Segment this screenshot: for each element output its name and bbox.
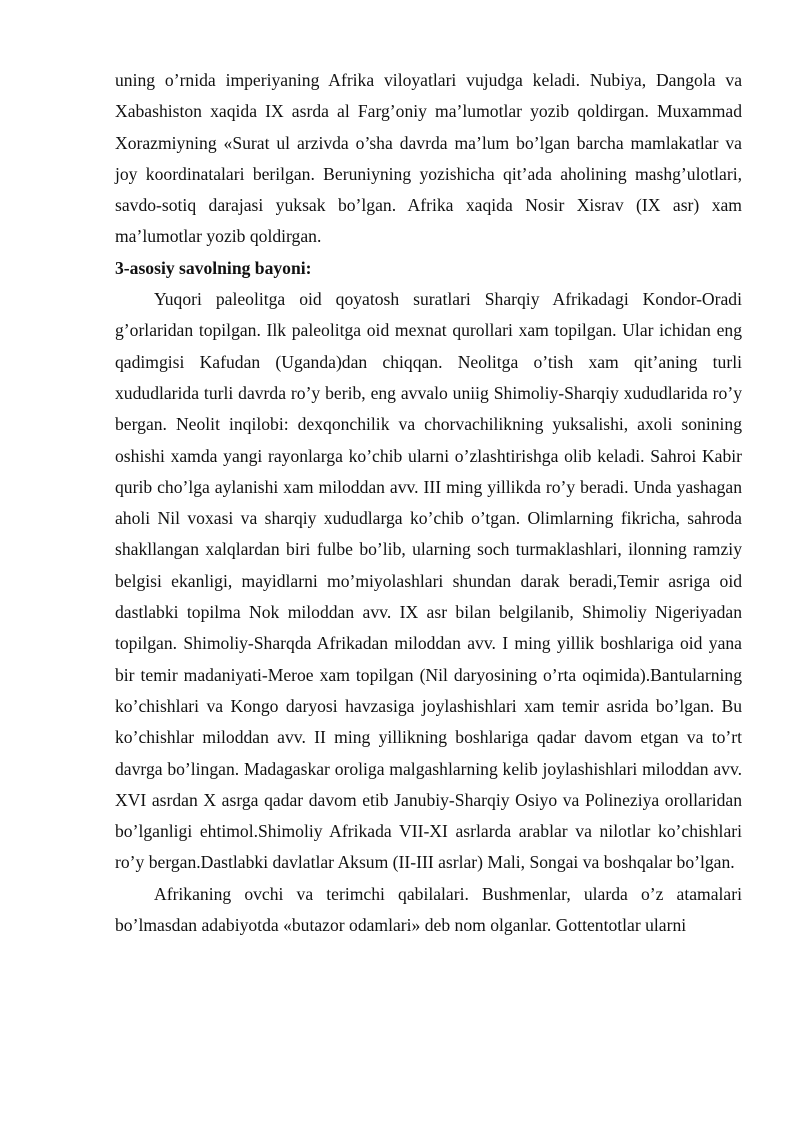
paragraph-hunters: Afrikaning ovchi va terimchi qabilalari. Bushmenlar, ularda o’z atamalari bo’lmasdan adabiyotda «butazor odamlari» deb nom olganlar. Gottentotlar ularni xyxy=(115,883,742,936)
section-heading: 3-asosiy savolning bayoni: xyxy=(115,257,312,278)
document-page xyxy=(115,65,742,941)
paragraph-intro: uning o’rnida imperiyaning Afrika viloyatlari vujudga keladi. Nubiya, Dangola va Xabashiston xaqida IX asrda al Farg’oniy ma’lumotlar yozib qoldirgan. Muxammad Xorazmiyning «Surat ul arzivda o’sha davrda ma’lum bo’lgan barcha mamlakatlar va joy koordinatalari berilgan. Beruniyning yozishicha qit’ada aholining mashg’ulotlari, savdo-sotiq darajasi yuksak bo’lgan. Afrika xaqida Nosir Xisrav (IX asr) xam ma’lumotlar yozib qoldirgan. xyxy=(115,70,742,247)
paragraph-main: Yuqori paleolitga oid qoyatosh suratlari Sharqiy Afrikadagi Kondor-Oradi g’orlaridan topilgan. Ilk paleolitga oid mexnat qurollari xam topilgan. Ular ichidan eng qadimgisi Kafudan (Uganda)dan chiqqan. Neolitga o’tish xam qit’aning turli xududlarida turli davrda ro’y berib, eng avvalo uniig Shimoliy-Sharqiy xududlarida ro’y bergan. Neolit inqilobi: dexqonchilik va chorvachilikning yuksalishi, axoli sonining oshishi xamda yangi rayonlarga ko’chib ularni o’zlashtirishga olib keladi. Sahroi Kabir qurib cho’lga aylanishi xam miloddan avv. III ming yillikda ro’y beradi. Unda yashagan aholi Nil voxasi va sharqiy xududlarga ko’chib o’tgan. Olimlarning fikricha, sahroda shakllangan xalqlardan biri fulbe bo’lib, ularning soch turmaklashlari, ilonning ramziy belgisi ekanligi, mayidlarni mo’miyolashlari shundan darak beradi,Temir asriga oid dastlabki topilma Nok miloddan avv. IX asr bilan belgilanib, Shimoliy Nigeriyadan topilgan. Shimoliy-Sharqda Afrikadan miloddan avv. I ming yillik boshlariga oid yana bir temir madaniyati-Meroe xam topilgan (Nil daryosining o’rta oqimida).Bantularning ko’chishlari va Kongo daryosi havzasiga joylashishlari xam temir asrida bo’lgan. Bu ko’chishlar miloddan avv. II ming yillikning boshlariga qadar davom etgan va to’rt davrga bo’lingan. Madagaskar oroliga malgashlarning kelib joylashishlari miloddan avv. XVI asrdan X asrga qadar davom etib Janubiy-Sharqiy Osiyo va Polineziya orollaridan bo’lganligi ehtimol.Shimoliy Afrikada VII-XI asrlarda arablar va nilotlar ko’chishlari ro’y bergan.Dastlabki davlatlar Aksum (II-III asrlar) Mali, Songai va boshqalar bo’lgan. xyxy=(115,289,742,873)
